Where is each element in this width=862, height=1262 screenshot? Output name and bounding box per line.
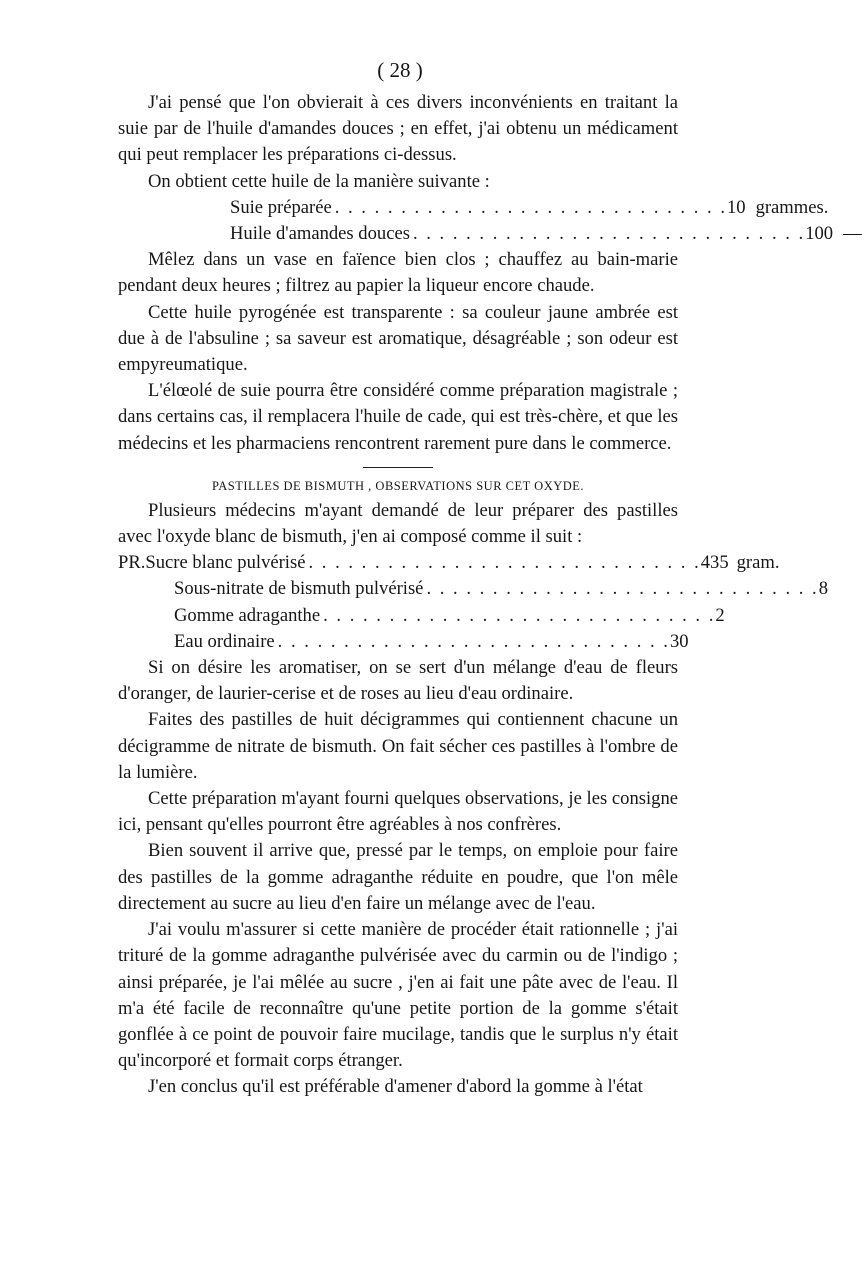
leader-dots: . . . . . . . . . . . . . . . . . . . . . . . . . . . . . .	[412, 223, 806, 245]
ingredient-name: Suie préparée	[230, 196, 332, 218]
paragraph: Plusieurs médecins m'ayant demandé de leur préparer des pastilles avec l'oxyde blanc de bismuth, j'en ai composé comme il suit :	[118, 499, 678, 548]
recipe-row	[118, 576, 828, 602]
paragraph: J'ai voulu m'assurer si cette manière de procéder était rationnelle ; j'ai trituré de la gomme adraganthe pulvérisée avec du carmin ou de l'indigo ; ainsi préparée, je l'ai mêlée au sucre , j'en ai fait une pâte avec de l'eau. Il m'a été facile de reconnaître qu'une petite portion de la gomme s'était gonflée à ce point de pouvoir faire mucilage, tandis que le surplus n'y était qu'incorporé et formait corps étranger.	[118, 919, 678, 1072]
paragraph: On obtient cette huile de la manière suivante :	[148, 170, 490, 192]
paragraph: Faites des pastilles de huit décigrammes qui contiennent chacune un décigramme de nitrate de bismuth. On fait sécher ces pastilles à l'ombre de la lumière.	[118, 709, 678, 783]
ingredient-qty: 435	[700, 552, 729, 574]
leader-dots: . . . . . . . . . . . . . . . . . . . . . . . . . . . . . .	[308, 552, 701, 574]
ingredient-qty: 100	[805, 223, 834, 245]
paragraph: Cette préparation m'ayant fourni quelques observations, je les consigne ici, pensant qu'elles pourront être agréables à nos confrères.	[118, 788, 678, 836]
recipe-row	[118, 550, 780, 576]
leader-dots: . . . . . . . . . . . . . . . . . . . . . . . . . . . . . .	[334, 196, 727, 218]
paragraph: L'élœolé de suie pourra être considéré comme préparation magistrale ; dans certains cas, il remplacera l'huile de cade, qui est très-chère, et que les médecins et les pharmaciens rencontrent rarement pure dans le commerce.	[118, 380, 678, 454]
ingredient-unit: —	[843, 223, 862, 245]
body-text	[118, 90, 862, 1101]
leader-dots: . . . . . . . . . . . . . . . . . . . . . . . . . . . . . .	[323, 604, 716, 626]
recipe-row	[118, 603, 725, 629]
paragraph: J'ai pensé que l'on obvierait à ces divers inconvénients en traitant la suie par de l'huile d'amandes douces ; en effet, j'ai obtenu un médicament qui peut remplacer les préparations ci-dessus.	[118, 92, 678, 166]
recipe-bismuth-pastilles	[118, 550, 828, 655]
paragraph: Si on désire les aromatiser, on se sert d'un mélange d'eau de fleurs d'oranger, de laurier-cerise et de roses au lieu d'eau ordinaire.	[118, 657, 678, 705]
ingredient-qty: 10	[726, 196, 746, 218]
section-divider	[363, 467, 433, 468]
ingredient-qty: 8	[818, 578, 828, 600]
ingredient-unit: grammes.	[755, 196, 829, 218]
page-number: ( 28 )	[377, 58, 423, 82]
recipe-row	[118, 221, 862, 247]
ingredient-name: Eau ordinaire	[174, 630, 275, 652]
paragraph: Mêlez dans un vase en faïence bien clos ; chauffez au bain-marie pendant deux heures ; filtrez au papier la liqueur encore chaude.	[118, 249, 678, 297]
paragraph: Bien souvent il arrive que, pressé par le temps, on emploie pour faire des pastilles de la gomme adraganthe réduite en poudre, que l'on mêle directement au sucre au lieu d'en faire un mélange avec de l'eau.	[118, 840, 678, 914]
leader-dots: . . . . . . . . . . . . . . . . . . . . . . . . . . . . . .	[426, 578, 819, 600]
paragraph: Cette huile pyrogénée est transparente : sa couleur jaune ambrée est due à de l'absuline ; sa saveur est aromatique, désagréable ; son odeur est empyreumatique.	[118, 301, 678, 376]
ingredient-name: Gomme adraganthe	[174, 604, 321, 626]
ingredient-unit: gram.	[736, 552, 780, 574]
recipe-row	[118, 629, 689, 655]
recipe-soot-oil	[118, 195, 862, 247]
paragraph: J'en conclus qu'il est préférable d'amener d'abord la gomme à l'état	[148, 1076, 643, 1098]
ingredient-name: Sous-nitrate de bismuth pulvérisé	[174, 578, 424, 600]
ingredient-name: Sucre blanc pulvérisé	[145, 552, 306, 574]
section-heading: PASTILLES DE BISMUTH , OBSERVATIONS SUR CET OXYDE.	[211, 478, 585, 493]
ingredient-qty: 2	[715, 604, 725, 626]
recipe-prefix: PR.	[118, 552, 146, 574]
leader-dots: . . . . . . . . . . . . . . . . . . . . . . . . . . . . . .	[277, 630, 670, 652]
ingredient-qty: 30	[669, 630, 689, 652]
recipe-row	[118, 195, 829, 221]
ingredient-name: Huile d'amandes douces	[230, 223, 410, 245]
